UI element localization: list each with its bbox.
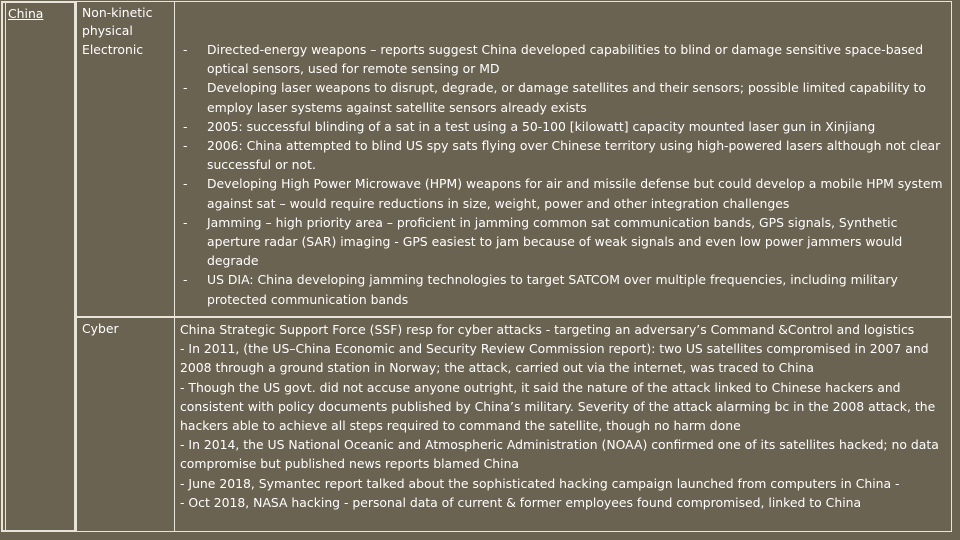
list-item: - Jamming – high priority area – proficient in jamming common sat communication bands, GPS signals, Synthetic aperture radar (SAR) imaging - GPS easiest to jam because of weak signals and even low power jammers would degrade [183,214,903,269]
details-cell-cyber [175,317,952,532]
list-dash: - [183,42,188,57]
electronic-list [180,40,946,309]
country-cell [1,1,76,532]
list-dash: - [183,214,188,230]
list-item: - Directed-energy weapons – reports suggest China developed capabilities to blind or damage sensitive space-based optical sensors, used for remote sensing or MD [183,42,924,77]
cyber-paragraph: - Oct 2018, NASA hacking - personal data of current & former employees found compromised, linked to China [180,494,862,510]
category-cell-non-kinetic [76,1,175,39]
list-dash: - [183,118,188,134]
list-dash: - [183,272,188,288]
details-cell-non-kinetic [175,1,952,39]
cyber-paragraph: - In 2014, the US National Oceanic and Atmospheric Administration (NOAA) confirmed one of its satellites hacked; no data compromise but published news reports blamed China [180,437,939,472]
category-label-electronic: Electronic [82,42,144,57]
cyber-paragraph: China Strategic Support Force (SSF) resp for cyber attacks - targeting an adversary’s Command &Control and logistics [180,322,915,337]
country-label: China [8,6,44,21]
list-item: - 2006: China attempted to blind US spy sats flying over Chinese territory using high-powered lasers although not clear successful or not. [183,138,941,173]
cyber-paragraph: - Though the US govt. did not accuse anyone outright, it said the nature of the attack linked to Chinese hackers and consistent with policy documents published by China’s military. Severity of the attack alarming bc in the 2008 attack, the hackers able to achieve all steps required to command the satellite, though no harm done [180,379,936,434]
list-item: - US DIA: China developing jamming technologies to target SATCOM over multiple frequencies, including military protected communication bands [183,272,898,307]
list-dash: - [183,138,188,154]
category-cell-electronic [76,39,175,317]
details-cell-electronic [175,39,952,317]
cyber-paragraph: - In 2011, (the US–China Economic and Security Review Commission report): two US satellites compromised in 2007 and 2008 through a ground station in Norway; the attack, carried out via the internet, was traced to China [180,341,929,376]
list-dash: - [183,176,188,192]
country-cell-inner-border [5,3,76,532]
list-item: - Developing High Power Microwave (HPM) weapons for air and missile defense but could develop a mobile HPM system against sat – would require reductions in size, weight, power and other integration challenges [183,176,943,211]
category-label-non-kinetic: Non-kinetic physical [82,5,153,38]
list-dash: - [183,80,188,96]
category-label-cyber: Cyber [82,321,119,336]
cyber-paragraph: - June 2018, Symantec report talked about the sophisticated hacking campaign launched from computers in China - [180,475,900,491]
category-cell-cyber [76,317,175,532]
list-item: - Developing laser weapons to disrupt, degrade, or damage satellites and their sensors; possible limited capability to employ laser systems against satellite sensors already exists [183,80,926,115]
list-item: - 2005: successful blinding of a sat in a test using a 50-100 [kilowatt] capacity mounted laser gun in Xinjiang [180,117,946,136]
